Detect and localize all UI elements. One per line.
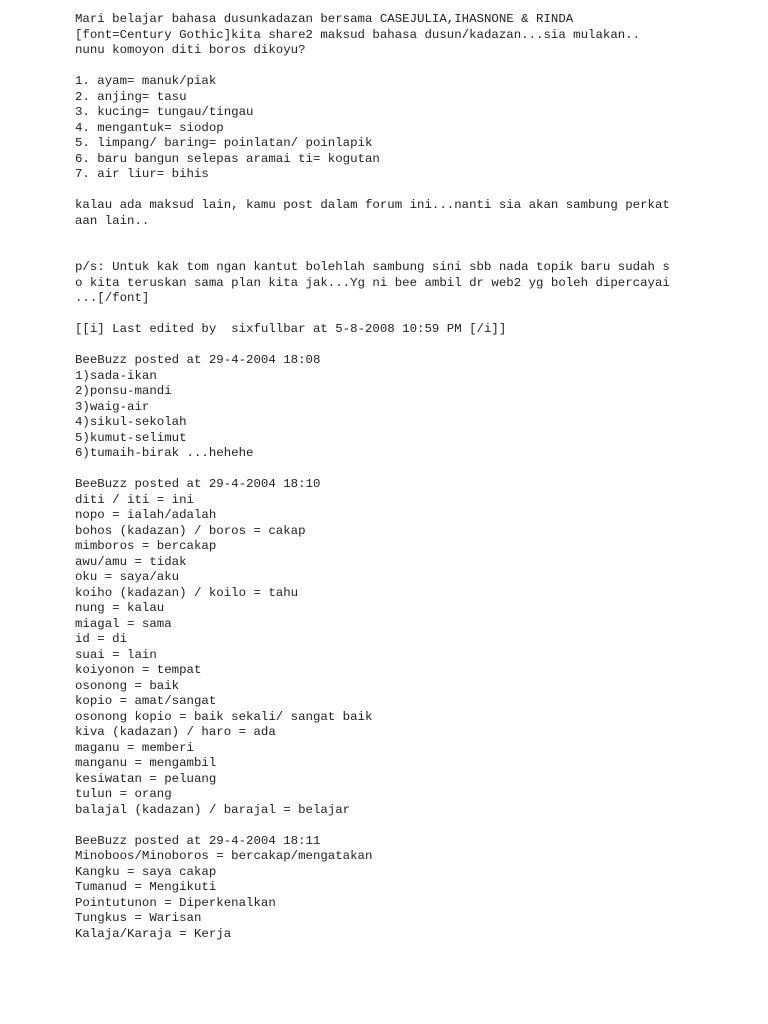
post-line: 5)kumut-selimut bbox=[75, 430, 187, 445]
post-header: BeeBuzz posted at 29-4-2004 18:10 bbox=[75, 477, 321, 491]
post-line: oku = saya/aku bbox=[75, 570, 180, 584]
post-line: osonong kopio = baik sekali/ sangat baik bbox=[75, 709, 373, 724]
last-edited-note: [[i] Last edited by sixfullbar at 5-8-2008 10:59 PM [/i]] bbox=[75, 322, 507, 336]
post-line: nopo = ialah/adalah bbox=[75, 508, 217, 522]
vocabulary-list bbox=[75, 74, 695, 183]
post-1 bbox=[75, 353, 695, 462]
post-line: awu/amu = tidak bbox=[75, 554, 187, 569]
spacer bbox=[75, 59, 695, 75]
note-line: kalau ada maksud lain, kamu post dalam forum ini...nanti sia akan sambung perkat bbox=[75, 198, 670, 212]
document-text bbox=[75, 12, 695, 942]
post-line: Kangku = saya cakap bbox=[75, 864, 217, 879]
list-item: 7. air liur= bihis bbox=[75, 167, 209, 181]
post-line: koiho (kadazan) / koilo = tahu bbox=[75, 585, 299, 600]
note-block bbox=[75, 198, 695, 229]
list-item: 5. limpang/ baring= poinlatan/ poinlapik bbox=[75, 136, 373, 150]
spacer bbox=[75, 462, 695, 478]
post-line: Minoboos/Minoboros = bercakap/mengatakan bbox=[75, 849, 373, 863]
post-line: 3)waig-air bbox=[75, 399, 150, 414]
ps-line: o kita teruskan sama plan kita jak...Yg ni bee ambil dr web2 yg boleh dipercayai bbox=[75, 275, 670, 290]
intro-question-line: nunu komoyon diti boros dikoyu? bbox=[75, 43, 306, 57]
post-line: kesiwatan = peluang bbox=[75, 771, 217, 786]
post-line: mimboros = bercakap bbox=[75, 539, 217, 553]
list-item: 6. baru bangun selepas aramai ti= kogutan bbox=[75, 151, 380, 166]
spacer bbox=[75, 183, 695, 199]
post-line: bohos (kadazan) / boros = cakap bbox=[75, 523, 306, 538]
ps-line: ...[/font] bbox=[75, 291, 150, 305]
spacer bbox=[75, 818, 695, 834]
post-header: BeeBuzz posted at 29-4-2004 18:11 bbox=[75, 833, 321, 848]
post-2 bbox=[75, 477, 695, 818]
post-3 bbox=[75, 834, 695, 943]
post-line: 2)ponsu-mandi bbox=[75, 384, 172, 398]
intro-line: [font=Century Gothic]kita share2 maksud bahasa dusun/kadazan...sia mulakan.. bbox=[75, 27, 641, 42]
intro-title-line: Mari belajar bahasa dusunkadazan bersama CASEJULIA,IHASNONE & RINDA bbox=[75, 12, 574, 26]
post-line: 1)sada-ikan bbox=[75, 368, 157, 383]
post-line: kiva (kadazan) / haro = ada bbox=[75, 725, 276, 739]
post-line: Tungkus = Warisan bbox=[75, 911, 202, 925]
post-line: Pointutunon = Diperkenalkan bbox=[75, 895, 276, 910]
spacer bbox=[75, 338, 695, 354]
post-line: balajal (kadazan) / barajal = belajar bbox=[75, 802, 351, 817]
post-line: diti / iti = ini bbox=[75, 492, 194, 507]
ps-block bbox=[75, 260, 695, 307]
list-item: 1. ayam= manuk/piak bbox=[75, 74, 217, 88]
post-line: Tumanud = Mengikuti bbox=[75, 880, 217, 894]
post-line: id = di bbox=[75, 632, 128, 646]
post-line: osonong = baik bbox=[75, 678, 180, 693]
post-line: tulun = orang bbox=[75, 787, 172, 801]
post-line: suai = lain bbox=[75, 647, 157, 662]
post-line: 6)tumaih-birak ...hehehe bbox=[75, 446, 254, 460]
post-header: BeeBuzz posted at 29-4-2004 18:08 bbox=[75, 353, 321, 367]
list-item: 4. mengantuk= siodop bbox=[75, 120, 224, 135]
spacer bbox=[75, 307, 695, 323]
note-line: aan lain.. bbox=[75, 213, 150, 228]
intro-block bbox=[75, 12, 695, 59]
post-line: manganu = mengambil bbox=[75, 756, 217, 770]
spacer bbox=[75, 229, 695, 260]
post-line: 4)sikul-sekolah bbox=[75, 415, 187, 429]
ps-line: p/s: Untuk kak tom ngan kantut bolehlah sambung sini sbb nada topik baru sudah s bbox=[75, 260, 670, 274]
list-item: 3. kucing= tungau/tingau bbox=[75, 105, 254, 119]
post-line: Kalaja/Karaja = Kerja bbox=[75, 926, 232, 941]
post-line: maganu = memberi bbox=[75, 740, 194, 755]
list-item: 2. anjing= tasu bbox=[75, 89, 187, 104]
post-line: nung = kalau bbox=[75, 601, 165, 615]
post-line: koiyonon = tempat bbox=[75, 663, 202, 677]
post-line: miagal = sama bbox=[75, 616, 172, 631]
post-line: kopio = amat/sangat bbox=[75, 694, 217, 708]
